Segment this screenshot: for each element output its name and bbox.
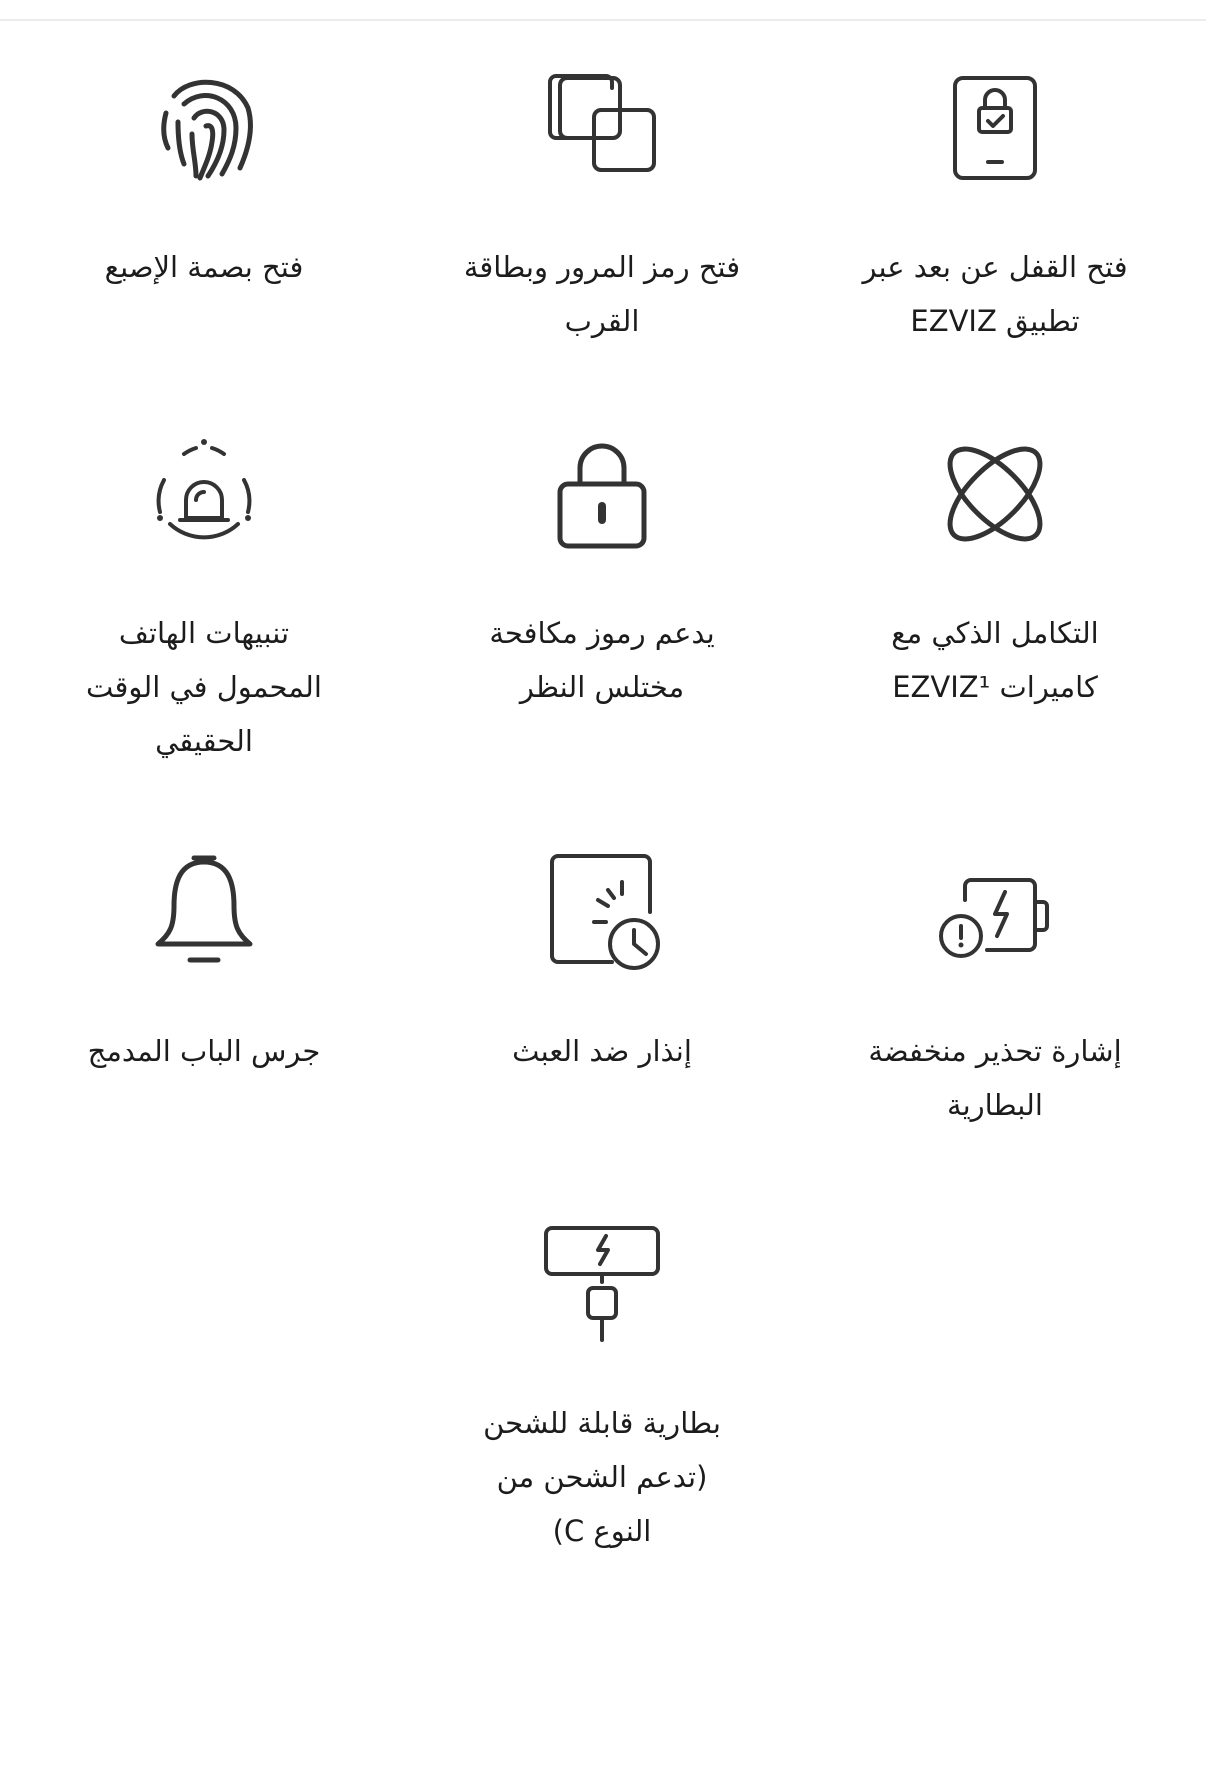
overlapping-squares-icon	[542, 68, 662, 188]
feature-label: جرس الباب المدمج	[87, 1034, 321, 1068]
feature-label: يدعم رموز مكافحة مختلس النظر	[489, 616, 715, 704]
bell-icon	[144, 852, 264, 972]
feature-label: التكامل الذكي مع كاميرات EZVIZ¹	[891, 616, 1099, 704]
tamper-alarm-icon	[542, 852, 662, 972]
feature-label: تنبيهات الهاتف المحمول في الوقت الحقيقي	[86, 616, 322, 758]
feature-label: فتح القفل عن بعد عبر تطبيق EZVIZ	[862, 250, 1128, 338]
feature-label: فتح رمز المرور وبطاقة القرب	[463, 250, 741, 338]
feature-label: إشارة تحذير منخفضة البطارية	[868, 1034, 1122, 1122]
phone-lock-icon	[935, 68, 1055, 188]
feature-label: بطارية قابلة للشحن (تدعم الشحن من النوع C)	[483, 1406, 721, 1548]
feature-label: إنذار ضد العبث	[512, 1034, 692, 1068]
orbit-icon	[935, 434, 1055, 554]
usb-c-battery-icon	[542, 1224, 662, 1344]
fingerprint-icon	[144, 68, 264, 188]
feature-label: فتح بصمة الإصبع	[104, 250, 304, 284]
low-battery-icon	[935, 852, 1055, 972]
padlock-icon	[542, 434, 662, 554]
alarm-light-icon	[144, 434, 264, 554]
